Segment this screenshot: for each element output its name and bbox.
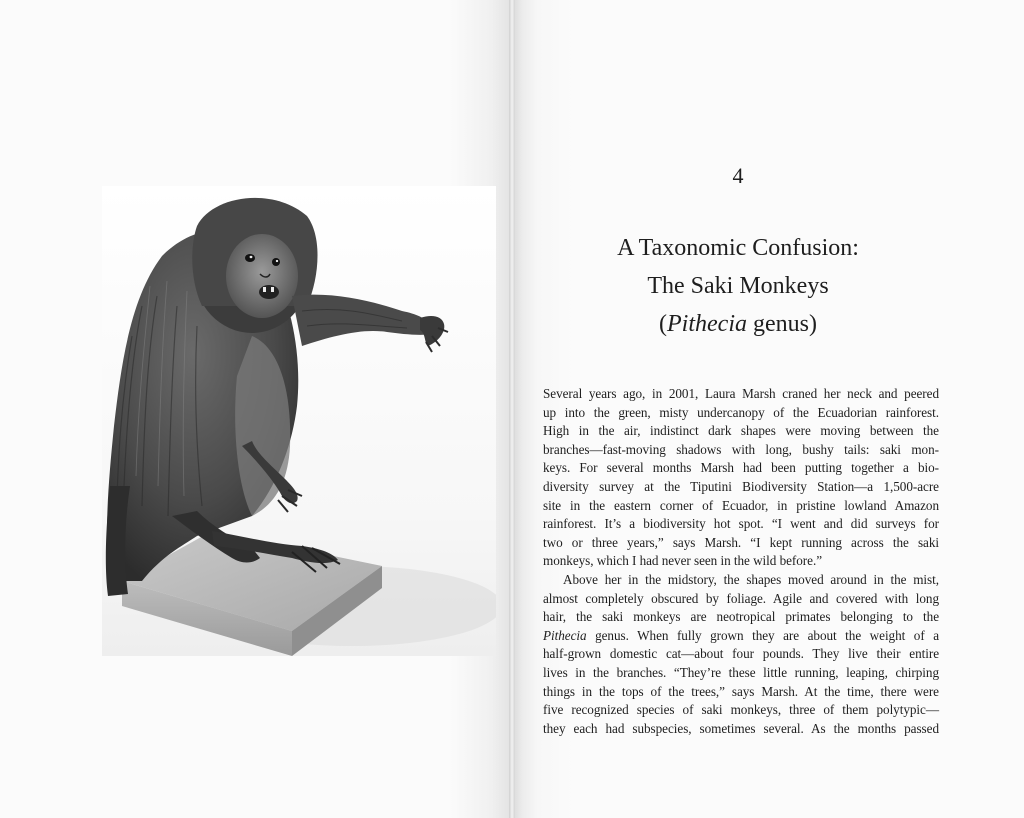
text-line: keys. For several months Marsh had been putting together a bio- [543,460,939,476]
chapter-title-line-2: The Saki Monkeys [647,273,829,299]
text-line: five recognized species of saki monkeys, three of them polytypic— [543,702,939,718]
text-line: rainforest. It’s a biodiversity hot spot. “I went and did surveys for [543,516,939,532]
chapter-title-line-1: A Taxonomic Confusion: [617,235,859,261]
text-line: hair, the saki monkeys are neotropical primates belonging to the [543,609,939,625]
text-line: half-grown domestic cat—about four pounds. They live their entire [543,646,939,662]
text-line: Several years ago, in 2001, Laura Marsh craned her neck and peered [543,386,939,401]
text-line: they each had subspecies, sometimes several. As the months passed [543,720,939,736]
text-line: site in the eastern corner of Ecuador, in pristine lowland Amazon [543,497,939,513]
saki-monkey-photo [102,186,496,656]
text-line: lives in the branches. “They’re these little running, leaping, chirping [543,664,939,680]
text-line: branches—fast-moving shadows with long, bushy tails: saki mon- [543,441,939,457]
text-line: two or three years,” says Marsh. “I kept running across the saki [543,534,939,550]
title-genus-rest: genus) [746,311,817,337]
chapter-body-text [543,385,939,738]
chapter-title-line-3 [512,305,964,343]
text-line: monkeys, which I had never seen in the wild before.” [543,553,823,569]
title-open-paren: ( [659,311,668,337]
text-line-with-italic [543,627,939,646]
text-line: diversity survey at the Tiputini Biodiversity Station—a 1,500-acre [543,478,939,494]
genus-line-rest: genus. When fully grown they are about the weight of a [586,627,939,643]
text-line: Above her in the midstory, the shapes moved around in the mist, [563,571,939,587]
title-genus-italic: Pithecia [667,311,747,337]
book-gutter [509,0,515,818]
chapter-title [512,229,964,343]
genus-italic: Pithecia [543,627,587,643]
chapter-number: 4 [732,163,744,188]
text-line: things in the tops of the trees,” says Marsh. At the time, there were [543,683,939,699]
text-line: High in the air, indistinct dark shapes were moving between the [543,423,939,439]
text-line: almost completely obscured by foliage. Agile and covered with long [543,590,939,606]
text-line: up into the green, misty undercanopy of the Ecuadorian rainforest. [543,404,939,420]
